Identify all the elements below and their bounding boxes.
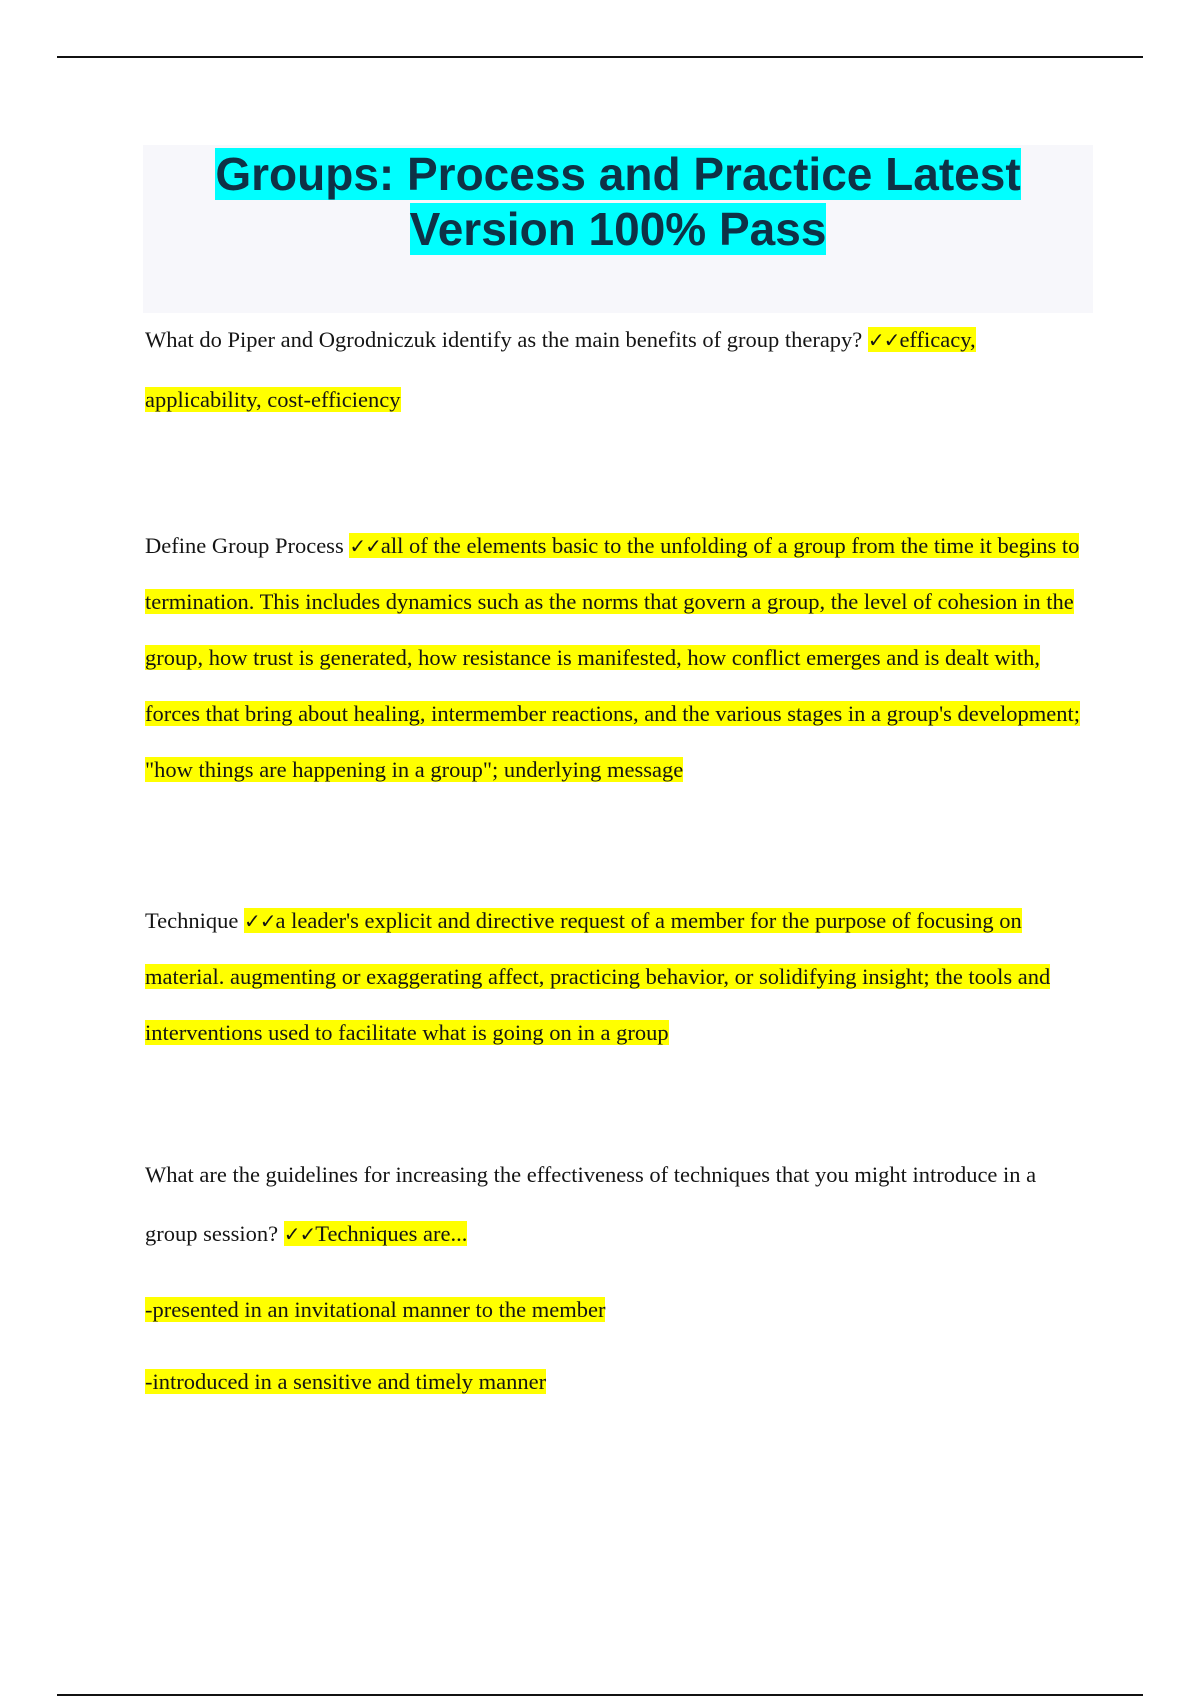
question-text: Define Group Process [145, 533, 344, 558]
title-block [143, 145, 1093, 313]
list-item-text: -presented in an invitational manner to the member [145, 1297, 606, 1322]
answer-text: all of the elements basic to the unfolding of a group from the time it begins to termination. This includes dynamics such as the norms that govern a group, the level of cohesion in the group, how trust is generated, how resistance is manifested, how conflict emerges and is dealt with, forces that bring about healing, intermember reactions, and the various stages in a group's development; "how things are happening in a group"; underlying message [145, 533, 1081, 782]
check-mark-icon: ✓✓ [349, 534, 381, 558]
question-text: Technique [145, 908, 239, 933]
check-mark-icon: ✓✓ [867, 328, 900, 352]
qa-item-4 [145, 1145, 1090, 1264]
check-mark-icon: ✓✓ [244, 909, 276, 933]
answer-highlight [145, 908, 1050, 1045]
answer-text: efficacy, applicability, cost-efficiency [145, 327, 976, 412]
bottom-rule [57, 1694, 1143, 1696]
document-title: Groups: Process and Practice Latest Version 100% Pass [215, 148, 1021, 255]
answer-highlight [284, 1221, 468, 1246]
qa-item-2 [145, 518, 1090, 798]
top-rule [57, 56, 1143, 58]
list-item [145, 1295, 605, 1325]
list-item [145, 1367, 546, 1397]
qa-item-3 [145, 893, 1090, 1061]
question-text: What do Piper and Ogrodniczuk identify as the main benefits of group therapy? [145, 327, 863, 352]
list-item-text: -introduced in a sensitive and timely manner [145, 1369, 547, 1394]
qa-item-1 [145, 310, 1090, 430]
answer-text: a leader's explicit and directive request of a member for the purpose of focusing on material. augmenting or exaggerating affect, practicing behavior, or solidifying insight; the tools and interventions used to facilitate what is going on in a group [145, 908, 1051, 1045]
question-text: What are the guidelines for increasing the effectiveness of techniques that you might introduce in a group session? [145, 1162, 1037, 1246]
check-mark-icon: ✓✓ [283, 1222, 316, 1246]
answer-text: Techniques are... [315, 1221, 468, 1246]
answer-highlight [145, 533, 1080, 782]
